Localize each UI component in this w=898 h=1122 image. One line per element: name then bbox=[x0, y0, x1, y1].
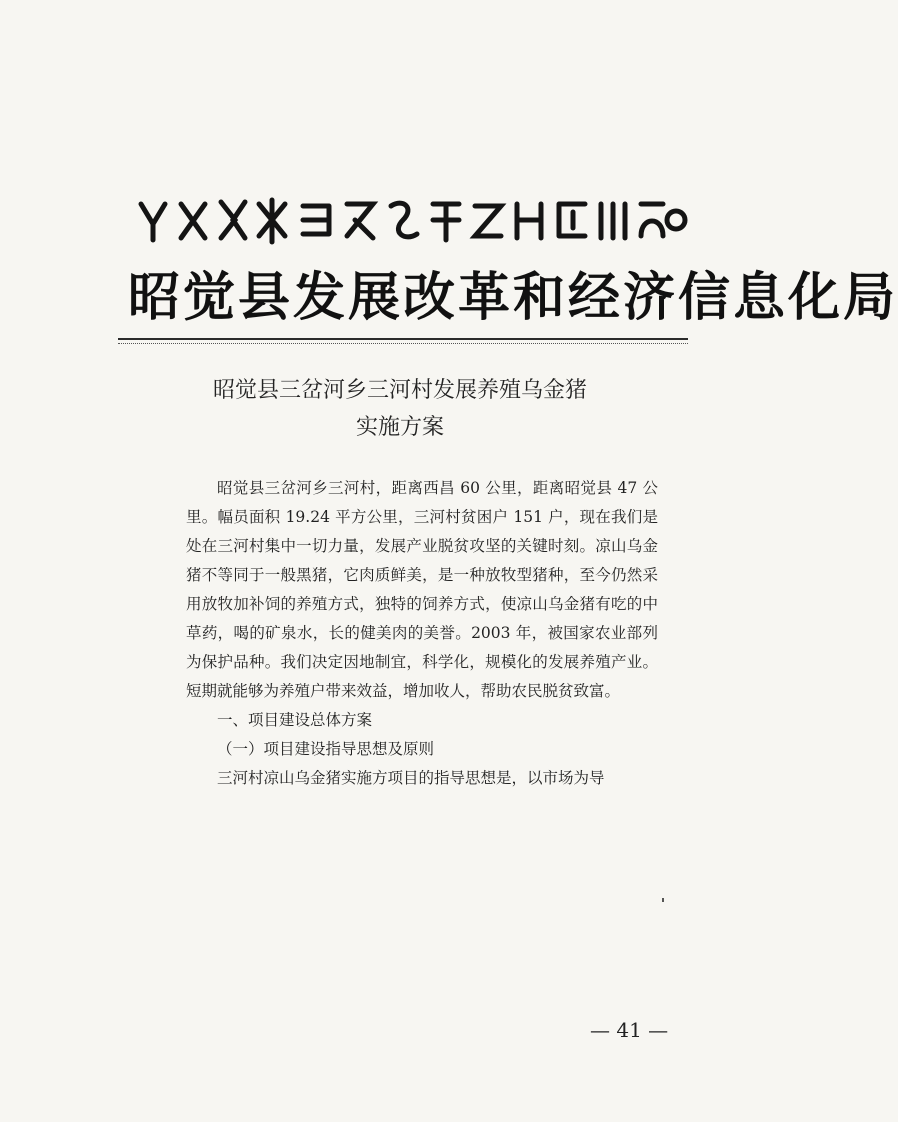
title-line-1: 昭觉县三岔河乡三河村发展养殖乌金猪 bbox=[212, 378, 587, 403]
agency-name: 昭觉县发展改革和经济信息化局 bbox=[128, 268, 898, 328]
title-line-2: 实施方案 bbox=[355, 415, 444, 440]
body-paragraph: 三河村凉山乌金猪实施方项目的指导思想是，以市场为导 bbox=[217, 769, 605, 787]
section-heading: 一、项目建设总体方案 bbox=[217, 711, 373, 729]
subsection-heading: （一）项目建设指导思想及原则 bbox=[217, 740, 435, 758]
document-title bbox=[150, 372, 650, 446]
yi-script-agency-name bbox=[133, 196, 688, 246]
scan-speck bbox=[662, 898, 664, 902]
body-paragraph: 昭觉县三岔河乡三河村，距离西昌 60 公里，距离昭觉县 47 公里。幅员面积 19.24 平方公里，三河村贫困户 151 户，现在我们是处在三河村集中一切力量，发展产业脱贫攻坚的关键时刻。凉山乌金猪不等同于一般黑猪，它肉质鲜美，是一种放牧型猪种，至今仍然采用放牧加补饲的养殖方式，独特的饲养方式，使凉山乌金猪有吃的中草药，喝的矿泉水，长的健美肉的美誉。2003 年，被国家农业部列为保护品种。我们决定因地制宜，科学化，规模化的发展养殖产业。短期就能够为养殖户带来效益，增加收人，帮助农民脱贫致富。 bbox=[186, 479, 658, 700]
letterhead-divider bbox=[118, 338, 688, 340]
letterhead-divider-dotted bbox=[118, 343, 688, 344]
document-body bbox=[186, 474, 658, 793]
page-number: — 41 — bbox=[590, 1018, 669, 1042]
